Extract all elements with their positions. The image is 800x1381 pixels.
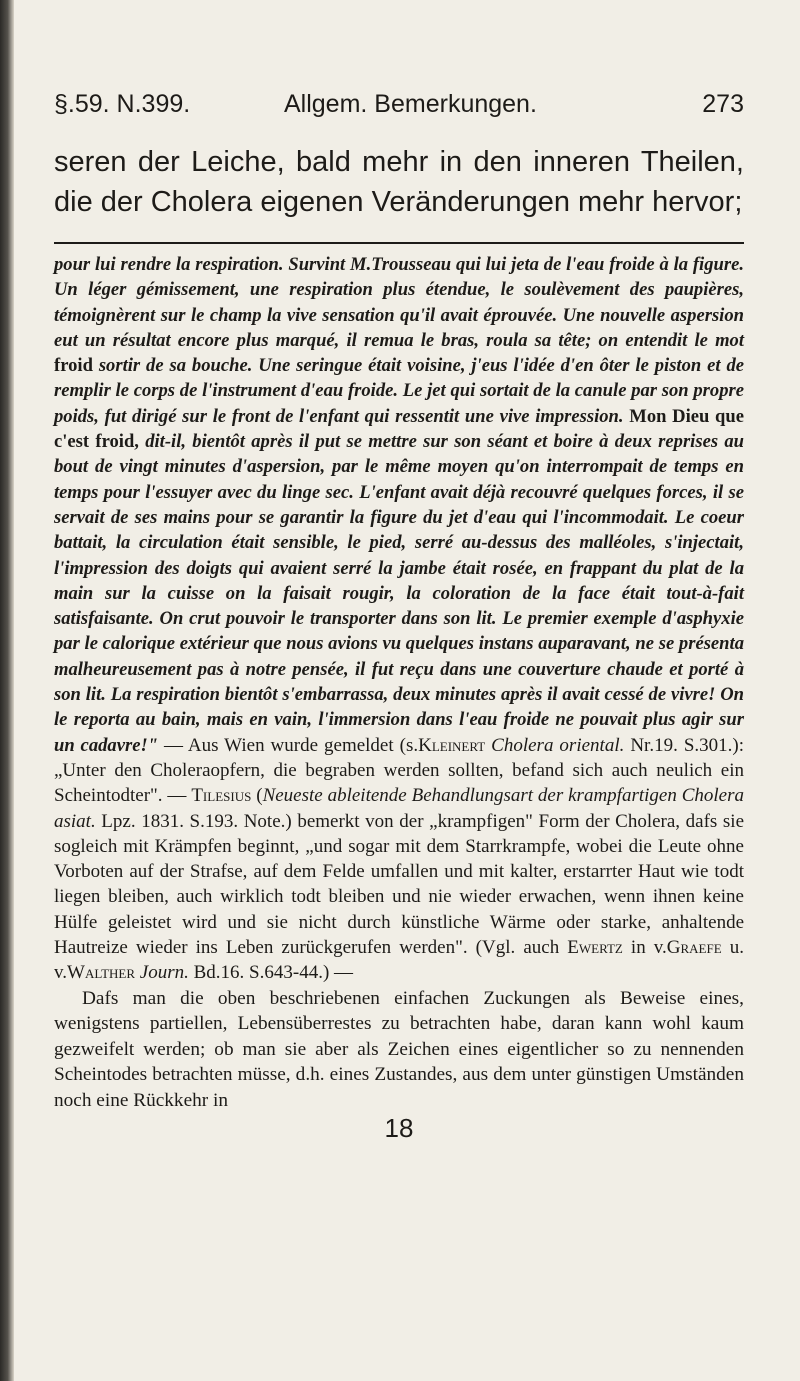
german-part-9: Bd.16. S.643-44.) — (188, 962, 354, 984)
author-kleinert: Kleinert (418, 734, 486, 756)
footnote-rule (54, 242, 744, 244)
quote-part-3: dit-il, bientôt après il put se mettre sur son séant et boire à deux reprises au bout de vingt minutes d'aspersion, par le même moyen qu'on interrompait de temps en temps pour l'essuyer avec du linge sec. L'enfant avait déjà recouvré quelques forces, il se servait de ses mains pour se garantir la figure du jet d'eau qui l'incommodait. Le coeur battait, la circulation était sensible, le pied, serré au-dessus des malléoles, s'injectait, l'impression des doigts qui avaient serré la jambe était rosée, en frappant du plat de la main sur la cuisse on la faisait rougir, la coloration de la face était tout-à-fait satisfaisante. On crut pouvoir le transporter dans son lit. Le premier exemple d'asphyxie par le calorique extérieur que nous avions vu quelques instans auparavant, ne se présenta malheureusement pas à notre pensée, il fut reçu dans une couverture chaude et porté à son lit. La respiration bientôt s'embarrassa, deux minutes après il avait cessé de vivre! On le reporta au bain, mais en vain, l'immersion dans l'eau froide ne pouvait plus agir sur un cadavre!" (54, 431, 744, 756)
page-number: 273 (702, 90, 744, 118)
german-part-3: Nr.19. S.301.): „Unter den Choleraopfern, die begraben werden sollten, befand sich auch neulich ein Scheintodter". — (54, 734, 744, 807)
work-journ: Journ. (139, 962, 189, 984)
author-tilesius: Tilesius (191, 785, 252, 807)
book-spine-shadow (0, 0, 14, 1381)
lead-text: seren der Leiche, bald mehr in den inneren Theilen, die der Cholera eigenen Veränderungen mehr hervor; (54, 146, 744, 218)
author-walther: Walther (67, 962, 136, 984)
german-part-7: u. v. (54, 937, 744, 984)
quote-word-froid: froid (54, 355, 93, 377)
german-part-1: — Aus Wien wurde gemeldet (s. (158, 734, 419, 756)
running-header (54, 90, 744, 130)
page (54, 90, 744, 1144)
quote-mon-dieu: Mon Dieu que c'est froid, (54, 405, 744, 453)
running-title: Allgem. Bemerkungen. (284, 90, 537, 118)
section-reference: §.59. N.399. (54, 90, 191, 118)
author-ewertz: Ewertz (567, 937, 623, 959)
german-text (54, 735, 744, 984)
french-quotation (54, 252, 744, 986)
german-part-4: ( (251, 785, 263, 807)
final-paragraph: Dafs man die oben beschriebenen einfachen Zuckungen als Beweise eines, wenigstens partiellen, Lebensüberrestes zu betrachten habe, daran kann wohl kaum gezweifelt werden; ob man sie aber als Zeichen eines eigentlicher so zu nennenden Scheintodes betrachten müsse, d.h. eines Zustandes, aus dem unter günstigen Umständen noch eine Rückkehr in (54, 987, 744, 1111)
author-graefe: Graefe (666, 937, 722, 959)
work-neueste: Neueste ableitende Behandlungsart der krampfartigen Cholera asiat. (54, 785, 745, 832)
work-cholera-oriental: Cholera oriental. (491, 734, 625, 756)
quote-part-1: pour lui rendre la respiration. Survint M.Trousseau qui lui jeta de l'eau froide à la figure. Un léger gémissement, une respiration plus étendue, le soulèvement des paupières, témoignèrent sur le champ la vive sensation qu'il avait éprouvée. Une nouvelle aspersion eut un résultat encore plus marqué, il remua le bras, roula sa tête; on entendit le mot (54, 254, 744, 351)
signature-mark: 18 (384, 1113, 414, 1144)
quote-part-2: sortir de sa bouche. Une seringue était voisine, j'eus l'idée d'en ôter le piston et de remplir le corps de l'instrument d'eau froide. Le jet qui sortait de la canule par son propre poids, fut dirigé sur le front de l'enfant qui ressentit une vive impression. (54, 355, 744, 427)
german-part-5: Lpz. 1831. S.193. Note.) bemerkt von der „krampfigen" Form der Cholera, dafs sie sogleich mit Krämpfen beginnt, „und sogar mit dem Starrkrampfe, wobei die Leute ohne Vorboten auf der Strafse, auf dem Felde umfallen und mit kalter, erstarrter Haut wie todt liegen bleiben, auch wirklich todt bleiben und nie wieder erwachen, wenn ihnen keine Hülfe geleistet wird und sie nicht durch künstliche Wärme oder starke, anhaltende Hautreize wieder ins Leben zurückgerufen werden". (Vgl. auch (54, 810, 744, 959)
german-part-6: in v. (622, 937, 667, 959)
